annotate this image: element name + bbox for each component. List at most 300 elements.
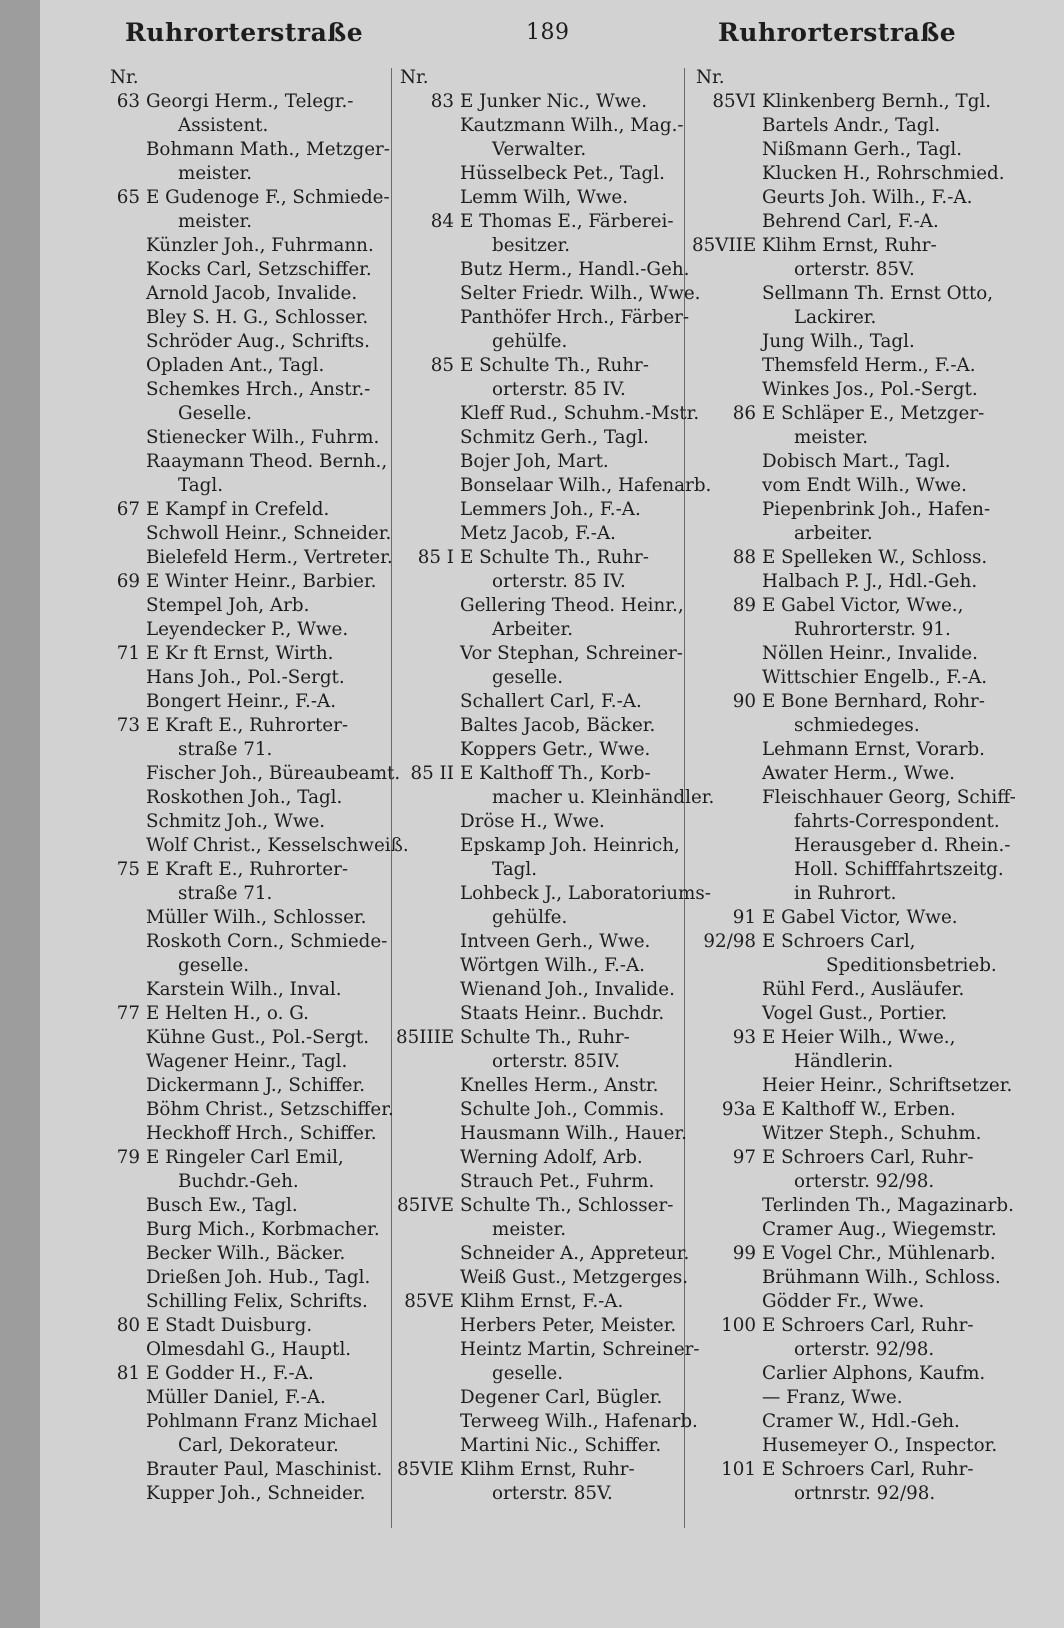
entry-text: E Junker Nic., Wwe. bbox=[460, 91, 648, 112]
house-number: 77 bbox=[116, 1003, 140, 1024]
directory-line bbox=[396, 258, 690, 282]
directory-line bbox=[106, 1266, 396, 1290]
house-number: 80 bbox=[116, 1315, 140, 1336]
directory-line bbox=[396, 498, 686, 522]
directory-line bbox=[106, 810, 396, 834]
entry-text: Knelles Herm., Anstr. bbox=[460, 1075, 659, 1096]
house-number: 84 bbox=[430, 211, 454, 232]
directory-line bbox=[396, 1314, 686, 1338]
directory-line bbox=[692, 546, 1012, 570]
entry-text: Rühl Ferd., Ausläufer. bbox=[762, 979, 965, 1000]
entry-text: Olmesdahl G., Hauptl. bbox=[146, 1339, 352, 1360]
entry-text: Metz Jacob, F.-A. bbox=[460, 523, 616, 544]
entry-text: Schulte Th., Schlosser- bbox=[460, 1195, 674, 1216]
directory-line bbox=[692, 1458, 1012, 1482]
entry-text: Behrend Carl, F.-A. bbox=[762, 211, 939, 232]
directory-line bbox=[106, 330, 396, 354]
house-number: 85IVE bbox=[396, 1195, 454, 1216]
entry-text: Fischer Joh., Büreaubeamt. bbox=[146, 763, 401, 784]
directory-line bbox=[106, 738, 396, 762]
directory-line bbox=[106, 234, 396, 258]
entry-text: Winkes Jos., Pol.-Sergt. bbox=[762, 379, 978, 400]
directory-line bbox=[692, 138, 1012, 162]
directory-line bbox=[106, 306, 396, 330]
directory-line bbox=[396, 450, 686, 474]
directory-line bbox=[106, 786, 396, 810]
directory-line bbox=[692, 282, 1012, 306]
directory-line bbox=[106, 450, 396, 474]
directory-line bbox=[396, 474, 712, 498]
directory-line bbox=[692, 354, 1012, 378]
entry-text: Cramer W., Hdl.-Geh. bbox=[762, 1411, 960, 1432]
entry-text: in Ruhrort. bbox=[794, 883, 897, 904]
directory-line bbox=[396, 354, 686, 378]
directory-line bbox=[396, 210, 686, 234]
entry-text: straße 71. bbox=[178, 883, 273, 904]
directory-line bbox=[106, 378, 396, 402]
entry-text: E Kr ft Ernst, Wirth. bbox=[146, 643, 334, 664]
house-number: 79 bbox=[116, 1147, 140, 1168]
directory-line bbox=[106, 714, 396, 738]
directory-line bbox=[692, 1434, 1012, 1458]
entry-text: Sellmann Th. Ernst Otto, bbox=[762, 283, 994, 304]
entry-text: Halbach P. J., Hdl.-Geh. bbox=[762, 571, 978, 592]
directory-line bbox=[396, 858, 686, 882]
entry-text: Nöllen Heinr., Invalide. bbox=[762, 643, 978, 664]
entry-text: Jung Wilh., Tagl. bbox=[762, 331, 915, 352]
entry-text: E Schroers Carl, Ruhr- bbox=[762, 1459, 974, 1480]
directory-line bbox=[396, 114, 686, 138]
directory-line bbox=[692, 1338, 1012, 1362]
directory-line bbox=[692, 378, 1012, 402]
entry-text: orterstr. 85 IV. bbox=[492, 571, 626, 592]
house-number: 85 bbox=[430, 355, 454, 376]
entry-text: Weiß Gust., Metzgerges. bbox=[460, 1267, 689, 1288]
entry-text: Herausgeber d. Rhein.- bbox=[794, 835, 1011, 856]
directory-line bbox=[692, 690, 1012, 714]
entry-text: Assistent. bbox=[178, 115, 269, 136]
directory-line bbox=[396, 666, 686, 690]
entry-text: meister. bbox=[178, 163, 253, 184]
directory-line bbox=[396, 402, 700, 426]
directory-line bbox=[692, 1362, 1012, 1386]
directory-line bbox=[692, 210, 1012, 234]
entry-text: vom Endt Wilh., Wwe. bbox=[762, 475, 967, 496]
directory-line bbox=[106, 666, 396, 690]
entry-text: Dickermann J., Schiffer. bbox=[146, 1075, 366, 1096]
directory-line bbox=[396, 810, 686, 834]
entry-text: besitzer. bbox=[492, 235, 571, 256]
directory-line bbox=[692, 642, 1012, 666]
entry-text: E Heier Wilh., Wwe., bbox=[762, 1027, 956, 1048]
entry-text: Gödder Fr., Wwe. bbox=[762, 1291, 925, 1312]
house-number: 63 bbox=[116, 91, 140, 112]
directory-line bbox=[396, 426, 686, 450]
directory-line bbox=[396, 1050, 686, 1074]
entry-text: Intveen Gerh., Wwe. bbox=[460, 931, 651, 952]
entry-text: Witzer Steph., Schuhm. bbox=[762, 1123, 982, 1144]
entry-text: Wolf Christ., Kesselschweiß. bbox=[146, 835, 409, 856]
directory-line bbox=[396, 618, 686, 642]
house-number: 75 bbox=[116, 859, 140, 880]
house-number: 85VE bbox=[404, 1291, 454, 1312]
entry-text: Lohbeck J., Laboratoriums- bbox=[460, 883, 711, 904]
entry-text: Dröse H., Wwe. bbox=[460, 811, 605, 832]
directory-line bbox=[106, 1410, 396, 1434]
directory-line bbox=[106, 1122, 396, 1146]
house-number: 85VIE bbox=[396, 1459, 454, 1480]
entry-text: Schröder Aug., Schrifts. bbox=[146, 331, 370, 352]
entry-text: Burg Mich., Korbmacher. bbox=[146, 1219, 380, 1240]
directory-line bbox=[106, 546, 396, 570]
directory-line bbox=[106, 354, 396, 378]
column-2 bbox=[396, 66, 715, 1506]
directory-line bbox=[396, 1338, 700, 1362]
entry-text: Schmitz Joh., Wwe. bbox=[146, 811, 326, 832]
directory-line bbox=[692, 498, 1012, 522]
directory-line bbox=[106, 1098, 396, 1122]
directory-line bbox=[106, 114, 396, 138]
directory-line bbox=[106, 954, 396, 978]
directory-line bbox=[692, 1482, 1012, 1506]
house-number: 93 bbox=[732, 1027, 756, 1048]
entry-text: Wienand Joh., Invalide. bbox=[460, 979, 675, 1000]
directory-line bbox=[396, 378, 686, 402]
entry-text: Martini Nic., Schiffer. bbox=[460, 1435, 662, 1456]
directory-line bbox=[106, 282, 396, 306]
directory-line bbox=[106, 858, 396, 882]
entry-text: Drießen Joh. Hub., Tagl. bbox=[146, 1267, 371, 1288]
entry-text: Staats Heinr.. Buchdr. bbox=[460, 1003, 665, 1024]
entry-text: gehülfe. bbox=[492, 907, 568, 928]
house-number: 89 bbox=[732, 595, 756, 616]
entry-text: Dobisch Mart., Tagl. bbox=[762, 451, 951, 472]
entry-text: Brühmann Wilh., Schloss. bbox=[762, 1267, 1001, 1288]
entry-text: E Winter Heinr., Barbier. bbox=[146, 571, 377, 592]
entry-text: Kleff Rud., Schuhm.-Mstr. bbox=[460, 403, 700, 424]
entry-text: Bongert Heinr., F.-A. bbox=[146, 691, 337, 712]
entry-text: E Schläper E., Metzger- bbox=[762, 403, 985, 424]
entry-text: Brauter Paul, Maschinist. bbox=[146, 1459, 383, 1480]
entry-text: E Schulte Th., Ruhr- bbox=[460, 355, 649, 376]
directory-line bbox=[396, 714, 686, 738]
entry-text: straße 71. bbox=[178, 739, 273, 760]
entry-text: E Schulte Th., Ruhr- bbox=[460, 547, 649, 568]
house-number: 85IIIE bbox=[396, 1027, 455, 1048]
entry-text: Bielefeld Herm., Vertreter. bbox=[146, 547, 393, 568]
house-number: 91 bbox=[732, 907, 756, 928]
directory-line bbox=[396, 522, 686, 546]
directory-line bbox=[692, 258, 1012, 282]
house-number: 73 bbox=[116, 715, 140, 736]
entry-text: Roskothen Joh., Tagl. bbox=[146, 787, 343, 808]
entry-text: Georgi Herm., Telegr.- bbox=[146, 91, 354, 112]
column-nr-label: Nr. bbox=[400, 67, 429, 88]
column-3 bbox=[692, 66, 1016, 1506]
entry-text: meister. bbox=[492, 1219, 567, 1240]
entry-text: Bohmann Math., Metzger- bbox=[146, 139, 390, 160]
entry-text: Schneider A., Appreteur. bbox=[460, 1243, 690, 1264]
directory-line bbox=[692, 1002, 1012, 1026]
directory-line bbox=[396, 546, 686, 570]
entry-text: Fleischhauer Georg, Schiff- bbox=[762, 787, 1016, 808]
house-number: 101 bbox=[721, 1459, 756, 1480]
entry-text: meister. bbox=[794, 427, 869, 448]
directory-line bbox=[106, 1146, 396, 1170]
directory-line bbox=[106, 906, 396, 930]
entry-text: Koppers Getr., Wwe. bbox=[460, 739, 651, 760]
entry-text: Roskoth Corn., Schmiede- bbox=[146, 931, 388, 952]
directory-line bbox=[692, 450, 1012, 474]
column-1 bbox=[106, 66, 409, 1506]
entry-text: E Thomas E., Färberei- bbox=[460, 211, 674, 232]
directory-line bbox=[692, 1266, 1012, 1290]
directory-line bbox=[692, 810, 1012, 834]
entry-text: arbeiter. bbox=[794, 523, 873, 544]
directory-line bbox=[692, 714, 1012, 738]
entry-text: Bonselaar Wilh., Hafenarb. bbox=[460, 475, 712, 496]
directory-line bbox=[692, 1098, 1012, 1122]
entry-text: E Gabel Victor, Wwe. bbox=[762, 907, 958, 928]
directory-line bbox=[692, 666, 1012, 690]
entry-text: Schallert Carl, F.-A. bbox=[460, 691, 642, 712]
directory-line bbox=[106, 690, 396, 714]
directory-line bbox=[396, 1458, 686, 1482]
directory-line bbox=[692, 618, 1012, 642]
directory-line bbox=[692, 762, 1012, 786]
directory-line bbox=[396, 906, 686, 930]
house-number: 85VI bbox=[712, 91, 756, 112]
directory-line bbox=[396, 1434, 686, 1458]
entry-text: Klucken H., Rohrschmied. bbox=[762, 163, 1005, 184]
entry-text: Holl. Schifffahrtszeitg. bbox=[794, 859, 1004, 880]
directory-line bbox=[106, 90, 396, 114]
entry-text: E Kalthoff W., Erben. bbox=[762, 1099, 956, 1120]
directory-line bbox=[396, 570, 686, 594]
house-number: 90 bbox=[732, 691, 756, 712]
directory-line bbox=[692, 570, 1012, 594]
directory-line bbox=[106, 762, 401, 786]
house-number: 99 bbox=[732, 1243, 756, 1264]
directory-line bbox=[106, 1386, 396, 1410]
entry-text: geselle. bbox=[178, 955, 250, 976]
entry-text: Schulte Joh., Commis. bbox=[460, 1099, 665, 1120]
directory-line bbox=[396, 306, 690, 330]
entry-text: orterstr. 85IV. bbox=[492, 1051, 621, 1072]
entry-text: Carl, Dekorateur. bbox=[178, 1435, 339, 1456]
entry-text: Degener Carl, Bügler. bbox=[460, 1387, 663, 1408]
directory-line bbox=[106, 834, 409, 858]
directory-line bbox=[106, 1434, 396, 1458]
directory-line bbox=[106, 1002, 396, 1026]
house-number: 65 bbox=[116, 187, 140, 208]
entry-text: orterstr. 85 IV. bbox=[492, 379, 626, 400]
directory-line bbox=[106, 138, 396, 162]
directory-line bbox=[106, 1026, 396, 1050]
entry-text: Bley S. H. G., Schlosser. bbox=[146, 307, 369, 328]
entry-text: Kautzmann Wilh., Mag.- bbox=[460, 115, 684, 136]
entry-text: Tagl. bbox=[492, 859, 538, 880]
directory-line bbox=[106, 1050, 396, 1074]
house-number: 86 bbox=[732, 403, 756, 424]
directory-line bbox=[692, 114, 1012, 138]
entry-text: Müller Daniel, F.-A. bbox=[146, 1387, 326, 1408]
entry-text: orterstr. 92/98. bbox=[794, 1339, 935, 1360]
directory-line bbox=[396, 282, 701, 306]
directory-line bbox=[396, 138, 686, 162]
entry-text: geselle. bbox=[492, 1363, 564, 1384]
entry-text: Böhm Christ., Setzschiffer. bbox=[146, 1099, 394, 1120]
directory-line bbox=[106, 570, 396, 594]
directory-line bbox=[106, 162, 396, 186]
house-number: 85 I bbox=[417, 547, 454, 568]
directory-line bbox=[106, 978, 396, 1002]
entry-text: E Kalthoff Th., Korb- bbox=[460, 763, 651, 784]
directory-line bbox=[106, 474, 396, 498]
directory-line bbox=[396, 1002, 686, 1026]
directory-line bbox=[692, 1386, 1012, 1410]
directory-line bbox=[692, 1290, 1012, 1314]
directory-line bbox=[396, 1266, 689, 1290]
directory-line bbox=[396, 1242, 690, 1266]
house-number: 97 bbox=[732, 1147, 756, 1168]
entry-text: Karstein Wilh., Inval. bbox=[146, 979, 342, 1000]
entry-text: Lemmers Joh., F.-A. bbox=[460, 499, 641, 520]
entry-text: Lemm Wilh, Wwe. bbox=[460, 187, 629, 208]
entry-text: Hans Joh., Pol.-Sergt. bbox=[146, 667, 345, 688]
entry-text: Terweeg Wilh., Hafenarb. bbox=[460, 1411, 698, 1432]
directory-line bbox=[106, 1458, 396, 1482]
directory-line bbox=[396, 1170, 686, 1194]
directory-line bbox=[396, 1098, 686, 1122]
entry-text: Verwalter. bbox=[492, 139, 587, 160]
directory-line bbox=[106, 498, 396, 522]
entry-text: Heckhoff Hrch., Schiffer. bbox=[146, 1123, 377, 1144]
directory-line bbox=[106, 402, 396, 426]
entry-text: Strauch Pet., Fuhrm. bbox=[460, 1171, 655, 1192]
entry-text: geselle. bbox=[492, 667, 564, 688]
house-number: 85 II bbox=[410, 763, 454, 784]
directory-line bbox=[692, 930, 1012, 954]
entry-text: E Godder H., F.-A. bbox=[146, 1363, 314, 1384]
directory-line bbox=[692, 402, 1012, 426]
entry-text: Vor Stephan, Schreiner- bbox=[460, 643, 683, 664]
directory-line bbox=[396, 930, 686, 954]
entry-text: Klihm Ernst, Ruhr- bbox=[460, 1459, 635, 1480]
directory-line bbox=[692, 882, 1012, 906]
entry-text: fahrts-Correspondent. bbox=[794, 811, 1000, 832]
directory-line bbox=[692, 1122, 1012, 1146]
entry-text: E Spelleken W., Schloss. bbox=[762, 547, 988, 568]
entry-text: E Gudenoge F., Schmiede- bbox=[146, 187, 390, 208]
directory-line bbox=[692, 786, 1016, 810]
directory-line bbox=[692, 1050, 1012, 1074]
entry-text: Geselle. bbox=[178, 403, 252, 424]
entry-text: Wittschier Engelb., F.-A. bbox=[762, 667, 988, 688]
entry-text: Lehmann Ernst, Vorarb. bbox=[762, 739, 985, 760]
entry-text: Künzler Joh., Fuhrmann. bbox=[146, 235, 374, 256]
directory-line bbox=[396, 834, 686, 858]
header-street-left: Ruhrorterstraße bbox=[125, 18, 364, 47]
directory-line bbox=[106, 930, 396, 954]
directory-line bbox=[106, 258, 396, 282]
entry-text: Piepenbrink Joh., Hafen- bbox=[762, 499, 991, 520]
directory-line bbox=[692, 1170, 1012, 1194]
entry-text: orterstr. 85V. bbox=[794, 259, 915, 280]
directory-line bbox=[692, 1074, 1012, 1098]
directory-line bbox=[692, 834, 1012, 858]
entry-text: Carlier Alphons, Kaufm. bbox=[762, 1363, 986, 1384]
house-number: 88 bbox=[732, 547, 756, 568]
entry-text: Müller Wilh., Schlosser. bbox=[146, 907, 367, 928]
directory-line bbox=[396, 786, 715, 810]
directory-line bbox=[106, 1170, 396, 1194]
directory-line bbox=[692, 426, 1012, 450]
directory-line bbox=[396, 1482, 686, 1506]
entry-text: E Vogel Chr., Mühlenarb. bbox=[762, 1243, 996, 1264]
entry-text: Vogel Gust., Portier. bbox=[762, 1003, 948, 1024]
directory-line bbox=[106, 1314, 396, 1338]
entry-text: schmiedeges. bbox=[794, 715, 920, 736]
directory-line bbox=[106, 1362, 396, 1386]
entry-text: Schilling Felix, Schrifts. bbox=[146, 1291, 368, 1312]
entry-text: orterstr. 92/98. bbox=[794, 1171, 935, 1192]
directory-line bbox=[692, 1242, 1012, 1266]
entry-text: Panthöfer Hrch., Färber- bbox=[460, 307, 690, 328]
entry-text: ortnrstr. 92/98. bbox=[794, 1483, 936, 1504]
directory-line bbox=[692, 1194, 1012, 1218]
entry-text: Bojer Joh, Mart. bbox=[460, 451, 609, 472]
entry-text: E Bone Bernhard, Rohr- bbox=[762, 691, 985, 712]
directory-line bbox=[396, 738, 686, 762]
entry-text: E Kraft E., Ruhrorter- bbox=[146, 715, 349, 736]
entry-text: Heintz Martin, Schreiner- bbox=[460, 1339, 700, 1360]
entry-text: Kühne Gust., Pol.-Sergt. bbox=[146, 1027, 370, 1048]
directory-line bbox=[106, 426, 396, 450]
directory-line bbox=[396, 234, 686, 258]
directory-line bbox=[106, 522, 396, 546]
directory-line bbox=[396, 1074, 686, 1098]
directory-line bbox=[396, 1146, 686, 1170]
directory-line bbox=[396, 954, 686, 978]
directory-line bbox=[106, 642, 396, 666]
directory-line bbox=[692, 1218, 1012, 1242]
entry-text: Raaymann Theod. Bernh., bbox=[146, 451, 388, 472]
directory-line bbox=[106, 618, 396, 642]
entry-text: Opladen Ant., Tagl. bbox=[146, 355, 325, 376]
entry-text: Schulte Th., Ruhr- bbox=[460, 1027, 630, 1048]
directory-line bbox=[396, 1410, 698, 1434]
entry-text: Gellering Theod. Heinr., bbox=[460, 595, 684, 616]
entry-text: Speditionsbetrieb. bbox=[826, 955, 997, 976]
entry-text: Stienecker Wilh., Fuhrm. bbox=[146, 427, 380, 448]
house-number: 83 bbox=[430, 91, 454, 112]
directory-line bbox=[692, 522, 1012, 546]
column-nr-label: Nr. bbox=[110, 67, 139, 88]
entry-text: Klinkenberg Bernh., Tgl. bbox=[762, 91, 992, 112]
entry-text: Arnold Jacob, Invalide. bbox=[146, 283, 358, 304]
column-nr-label: Nr. bbox=[696, 67, 725, 88]
entry-text: Schmitz Gerh., Tagl. bbox=[460, 427, 649, 448]
entry-text: Becker Wilh., Bäcker. bbox=[146, 1243, 346, 1264]
directory-line bbox=[396, 762, 686, 786]
entry-text: Epskamp Joh. Heinrich, bbox=[460, 835, 680, 856]
entry-text: E Schroers Carl, Ruhr- bbox=[762, 1315, 974, 1336]
directory-line bbox=[692, 90, 1012, 114]
directory-line bbox=[106, 1074, 396, 1098]
directory-line bbox=[692, 738, 1012, 762]
entry-text: Wagener Heinr., Tagl. bbox=[146, 1051, 348, 1072]
